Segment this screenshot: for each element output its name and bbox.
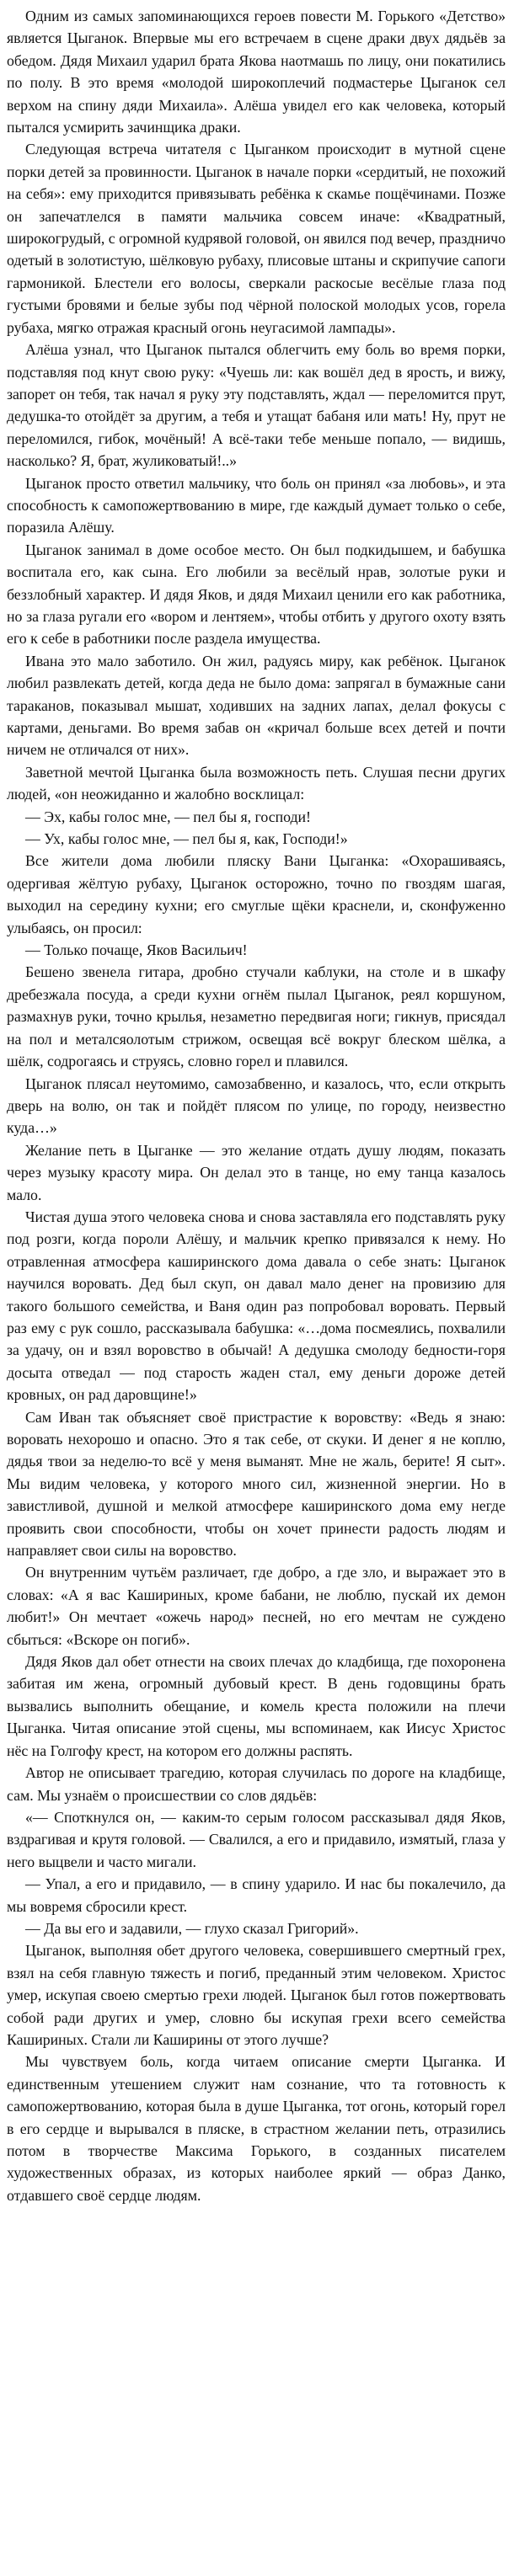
paragraph: Цыганок плясал неутомимо, самозабвенно, и казалось, что, если открыть дверь на волю, он так и пойдёт плясом по улице, по городу, неизвестно куда…» [7,1075,506,1137]
paragraph: — Только почаще, Яков Васильич! [25,941,248,959]
paragraph: Цыганок просто ответил мальчику, что боль он принял «за любовь», и эта способность к самопожертвованию в мире, где каждый думает только о себе, поразила Алёшу. [7,474,506,536]
paragraph: Цыганок, выполняя обет другого человека, совершившего смертный грех, взял на себя главную тяжесть и погиб, преданный этим человеком. Христос умер, искупая своею смертью грехи людей. Цыганок был готов пожертвовать собой ради других и умер, словно бы искупая грехи всего семейства Кашириных. Стали ли Каширины от этого лучше? [7,1942,506,2048]
paragraph: Дядя Яков дал обет отнести на своих плечах до кладбища, где похоронена забитая им жена, огромный дубовый крест. В день годовщины брать вызвались выполнить обещание, и комель креста положили на плечи Цыганка. Читая описание этой сцены, мы вспоминаем, как Иисус Христос нёс на Голгофу крест, на котором его должны распять. [7,1653,506,1759]
paragraph: Следующая встреча читателя с Цыганком происходит в мутной сцене порки детей за провинности. Цыганок в начале порки «сердитый, не похожий на себя»: ему приходится привязывать ребёнка к скамье пощёчинами. Позже он запечатлелся в памяти мальчика совсем иначе: «Квадратный, широкогрудый, с огромной кудрявой головой, он явился под вечер, праздничо одетый в золотистую, шёлковую рубаху, плисовые штаны и скрипучие сапоги гармоникой. Блестели его волосы, сверкали раскосые весёлые глаза под густыми бровями и белые зубы под чёрной полоской молодых усов, горела рубаха, мягко отражая красный огонь неугасимой лампады». [7,141,506,336]
paragraph: Ивана это мало заботило. Он жил, радуясь миру, как ребёнок. Цыганок любил развлекать детей, когда деда не было дома: запрягал в бумажные сани тараканов, показывал мышат, ходивших на задних лапах, делал фокусы с картами, деньгами. Во время забав он «кричал больше всех детей и почти ничем не отличался от них». [7,652,506,759]
paragraph: Желание петь в Цыганке — это желание отдать душу людям, показать через музыку красоту мира. Он делал это в танце, но ему танца казалось мало. [7,1141,506,1203]
paragraph: Одним из самых запоминающихся героев повести М. Горького «Детство» является Цыганок. Впервые мы его встречаем в сцене драки двух дядьёв за обедом. Дядя Михаил ударил брата Якова наотмашь по лицу, они покатились по полу. В это время «молодой широкоплечий подмастерье Цыганок сел верхом на спину дяди Михаила». Алёша увидел его как человека, который пытался усмирить зачинщика драки. [7,8,506,136]
paragraph: Он внутренним чутьём различает, где добро, а где зло, и выражает это в словах: «А я вас Кашириных, кроме бабани, не люблю, пускай их демон любит!» Он мечтает «ожечь народ» песней, но его мечтам не суждено сбыться: «Вскоре он погиб». [7,1564,506,1648]
paragraph: — Упал, а его и придавило, — в спину ударило. И нас бы покалечило, да мы вовремя сбросили крест. [7,1875,506,1915]
paragraph: Мы чувствуем боль, когда читаем описание смерти Цыганка. И единственным утешением служит нам сознание, что та готовность к самопожертвованию, которая была в душе Цыганка, тот огонь, который горел в его сердце и вырывался в пляске, в страстном желании петь, отразились потом в творчестве Максима Горького, в созданных писателем художественных образах, из которых наиболее яркий — образ Данко, отдавшего своё сердце людям. [7,2053,506,2204]
paragraph: — Эх, кабы голос мне, — пел бы я, господи! [25,808,311,825]
paragraph: Цыганок занимал в доме особое место. Он был подкидышем, и бабушка воспитала его, как сына. Его любили за весёлый нрав, золотые руки и беззлобный характер. И дядя Яков, и дядя Михаил ценили его как работника, но за глаза ругали его «вором и лентяем», чтобы отбить у другого охоту взять его к себе в работники после раздела имущества. [7,541,506,648]
paragraph: Автор не описывает трагедию, которая случилась по дороге на кладбище, сам. Мы узнаём о происшествии со слов дядьёв: [7,1764,506,1804]
paragraph: Все жители дома любили пляску Вани Цыганка: «Охорашиваясь, одергивая жёлтую рубаху, Цыганок осторожно, точно по гвоздям шагая, выходил на середину кухни; его смуглые щёки краснели, и, сконфуженно улыбаясь, он просил: [7,852,506,936]
paragraph: Чистая душа этого человека снова и снова заставляла его подставлять руку под розги, когда пороли Алёшу, и мальчик крепко привязался к нему. Но отравленная атмосфера каширинского дома давала о себе знать: Цыганок научился воровать. Дед был скуп, он давал мало денег на провизию для такого большого семейства, и Ваня один раз попробовал воровать. Первый раз ему с рук сошло, рассказывала бабушка: «…дома посмеялись, похвалили за удачу, он и взял воровство в обычай! А дедушка смолоду бедности-горя досыта отведал — под старость жаден стал, ему деньги дороже детей кровных, он рад даровщине!» [7,1208,506,1404]
paragraph: Сам Иван так объясняет своё пристрастие к воровству: «Ведь я знаю: воровать нехорошо и опасно. Это я так себе, от скуки. И денег я не коплю, дядья твои за неделю-то всё у меня выманят. Мне не жаль, берите! Я сыт». Мы видим человека, у которого много сил, жизненной энергии. Но в завистливой, душной и мелкой атмосфере каширинского дома ему негде проявить свои способности, чтобы он хочет принести радость людям и направляет свои силы на воровство. [7,1408,506,1560]
paragraph: «— Споткнулся он, — каким-то серым голосом рассказывал дядя Яков, вздрагивая и крутя головой. — Свалился, а его и придавило, измятый, глаза у него выцвели и часто мигали. [7,1808,506,1870]
paragraph: Бешено звенела гитара, дробно стучали каблуки, на столе и в шкафу дребезжала посуда, а среди кухни огнём пылал Цыганок, реял коршуном, размахнув руки, точно крылья, незаметно передвигая ноги; гикнув, присядал на пол и металсяолотым стрижом, освещая всё вокруг блеском шёлка, а шёлк, содрогаясь и струясь, словно горел и плавился. [7,963,506,1070]
paragraph: — Да вы его и задавили, — глухо сказал Григорий». [25,1919,359,1937]
paragraph: Алёша узнал, что Цыганок пытался облегчить ему боль во время порки, подставляя под кнут свою руку: «Чуешь ли: как вошёл дед в ярость, и вижу, запорет он тебя, так начал я руку эту подставлять, ждал — переломится прут, дедушка-то отойдёт за другим, а тебя и утащат бабаня или мать! Ну, прут не переломился, гибок, мочёный! А всё-таки тебе меньше попало, — видишь, насколько? Я, брат, жуликоватый!..» [7,341,506,470]
paragraph: — Ух, кабы голос мне, — пел бы я, как, Господи!» [25,830,348,848]
paragraph: Заветной мечтой Цыганка была возможность петь. Слушая песни других людей, «он неожиданно и жалобно восклицал: [7,763,506,803]
